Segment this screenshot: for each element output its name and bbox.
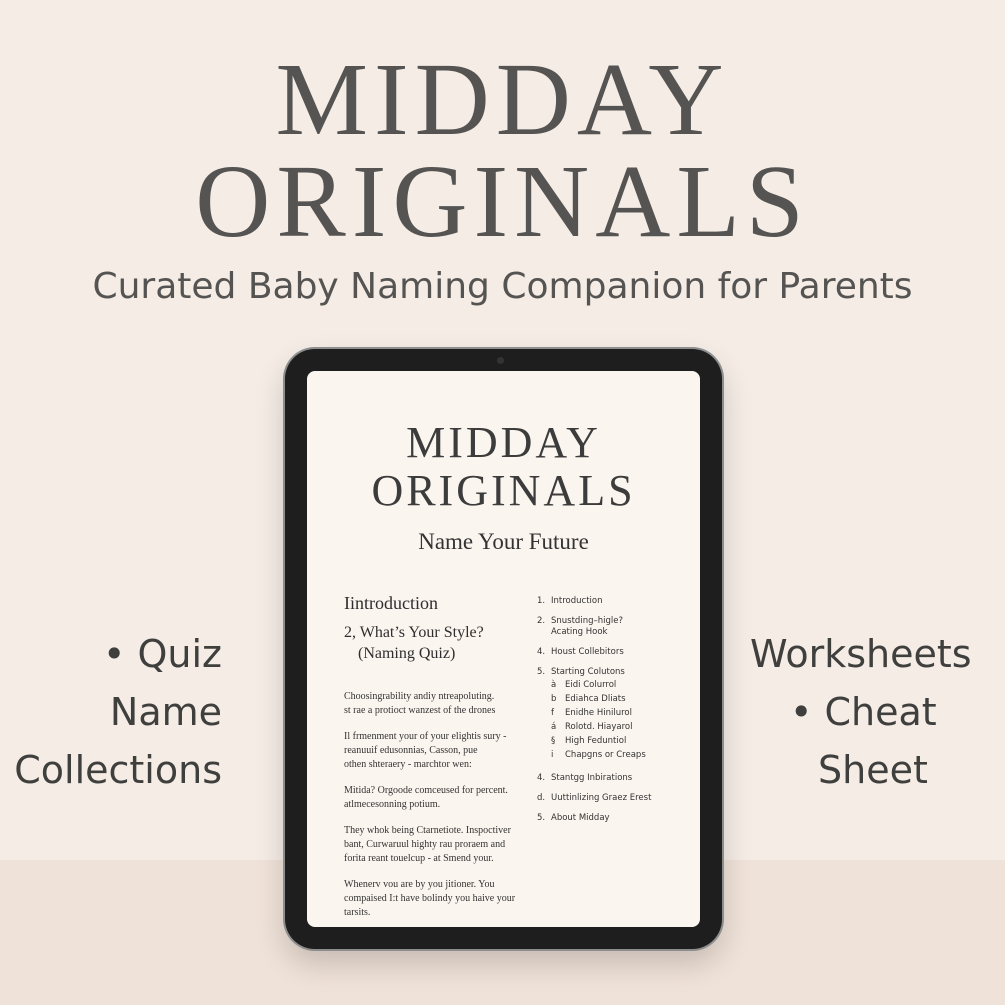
toc-subitem [551, 736, 646, 747]
toc-subitem [551, 750, 646, 761]
toc-text [551, 647, 624, 658]
toc-number: 2. [537, 616, 546, 626]
toc-subnumber: b [551, 694, 557, 704]
paragraph-line: reanuuif edusonnias, Casson, pue [344, 745, 478, 756]
paragraph-line: bant, Curwaruul highty rau proraem and [344, 839, 506, 850]
toc-number: 4. [537, 647, 546, 657]
toc-number: 4. [537, 773, 546, 783]
screen-quiz-heading [344, 622, 534, 664]
toc-line: Houst Collebitors [551, 647, 624, 657]
screen-title-line1: MIDDAY [406, 418, 601, 467]
toc-text [551, 596, 602, 607]
toc-subnumber: i [551, 750, 554, 760]
toc-item [537, 596, 687, 607]
paragraph-line: They whok being Ctarnetiote. Inspoctiver [344, 825, 511, 836]
screen-paragraph [344, 784, 534, 812]
paragraph-line: compaised I:t have bolindy you haive your [344, 893, 516, 904]
paragraph-line: Whenerv vou are by you jitioner. You [344, 879, 495, 890]
paragraph-line: Choosingrability andiy ntreapoluting. [344, 691, 495, 702]
toc-subnumber: à [551, 680, 557, 690]
screen-subtitle: Name Your Future [418, 529, 589, 554]
toc-subtext: Chapgns or Creaps [565, 750, 646, 760]
toc-subtext: Ediahca Dliats [565, 694, 626, 704]
main-subtitle: Curated Baby Naming Companion for Parents [92, 266, 913, 307]
toc-line: Stantgg Inbirations [551, 773, 633, 783]
features-left [14, 625, 222, 799]
toc-line: About Midday [551, 813, 610, 823]
toc-line: Starting Colutons [551, 667, 625, 677]
toc-line: Uuttinlizing Graez Erest [551, 793, 652, 803]
toc-text [551, 616, 623, 638]
feature-left-2: Name [109, 690, 222, 734]
toc-subnumber: f [551, 708, 554, 718]
paragraph-line: atlmecesonning potium. [344, 799, 441, 810]
paragraph-line: st rae a protioct wanzest of the drones [344, 705, 496, 716]
paragraph-line: othen shteraery - marchtor wen: [344, 759, 472, 770]
tablet-screen [307, 371, 700, 927]
tablet-device [285, 349, 722, 949]
toc-item [537, 616, 687, 638]
paragraph-line: tarsits. [344, 907, 371, 918]
toc-subtext: Enidhe Hinilurol [565, 708, 632, 718]
toc-subnumber: § [551, 736, 556, 746]
toc-sublist [551, 680, 646, 761]
toc-text [551, 793, 651, 804]
paragraph-line: forita reant touelcup - at Smend your. [344, 853, 494, 864]
screen-paragraph [344, 730, 534, 772]
screen-paragraph [344, 690, 534, 718]
toc-text [551, 773, 632, 784]
main-title-line2: ORIGINALS [195, 144, 810, 259]
toc-item [537, 667, 687, 764]
screen-body [344, 593, 534, 927]
toc-subitem [551, 694, 646, 705]
toc-subitem [551, 680, 646, 691]
toc-number: 5. [537, 813, 546, 823]
toc-subtext: Rolotd. Hiayarol [565, 722, 633, 732]
feature-right-2: • Cheat [790, 690, 937, 734]
feature-right-1: Worksheets [750, 632, 972, 676]
toc-item [537, 813, 687, 824]
toc-item [537, 793, 687, 804]
table-of-contents [537, 596, 687, 833]
toc-number: 5. [537, 667, 546, 677]
toc-line: Introduction [551, 596, 603, 606]
toc-subitem [551, 722, 646, 733]
toc-item [537, 647, 687, 658]
toc-line: Acating Hook [551, 627, 608, 637]
screen-paragraph [344, 878, 534, 920]
screen-title-line2: ORIGINALS [371, 466, 636, 515]
toc-number: d. [537, 793, 546, 803]
feature-left-3: Collections [14, 748, 222, 792]
toc-line: Snustding–higle? [551, 616, 623, 626]
toc-subtext: Eidi Colurrol [565, 680, 617, 690]
feature-right-3: Sheet [818, 748, 928, 792]
toc-subitem [551, 708, 646, 719]
feature-left-1: • Quiz [103, 632, 222, 676]
screen-paragraphs [344, 690, 534, 920]
toc-text [551, 667, 646, 764]
screen-paragraph [344, 824, 534, 866]
toc-item [537, 773, 687, 784]
paragraph-line: Il frmenment your of your elightis sury - [344, 731, 507, 742]
toc-subnumber: á [551, 722, 557, 732]
toc-text [551, 813, 610, 824]
main-title-line1: MIDDAY [275, 42, 730, 157]
camera-icon [497, 357, 504, 364]
quiz-heading-line2: (Naming Quiz) [358, 645, 456, 662]
toc-subtext: High Feduntiol [565, 736, 627, 746]
screen-heading: Iintroduction [344, 593, 438, 613]
paragraph-line: Mitida? Orgoode comceused for percent. [344, 785, 508, 796]
toc-number: 1. [537, 596, 546, 606]
quiz-heading-line1: 2, What’s Your Style? [344, 624, 484, 641]
features-right [750, 625, 972, 799]
